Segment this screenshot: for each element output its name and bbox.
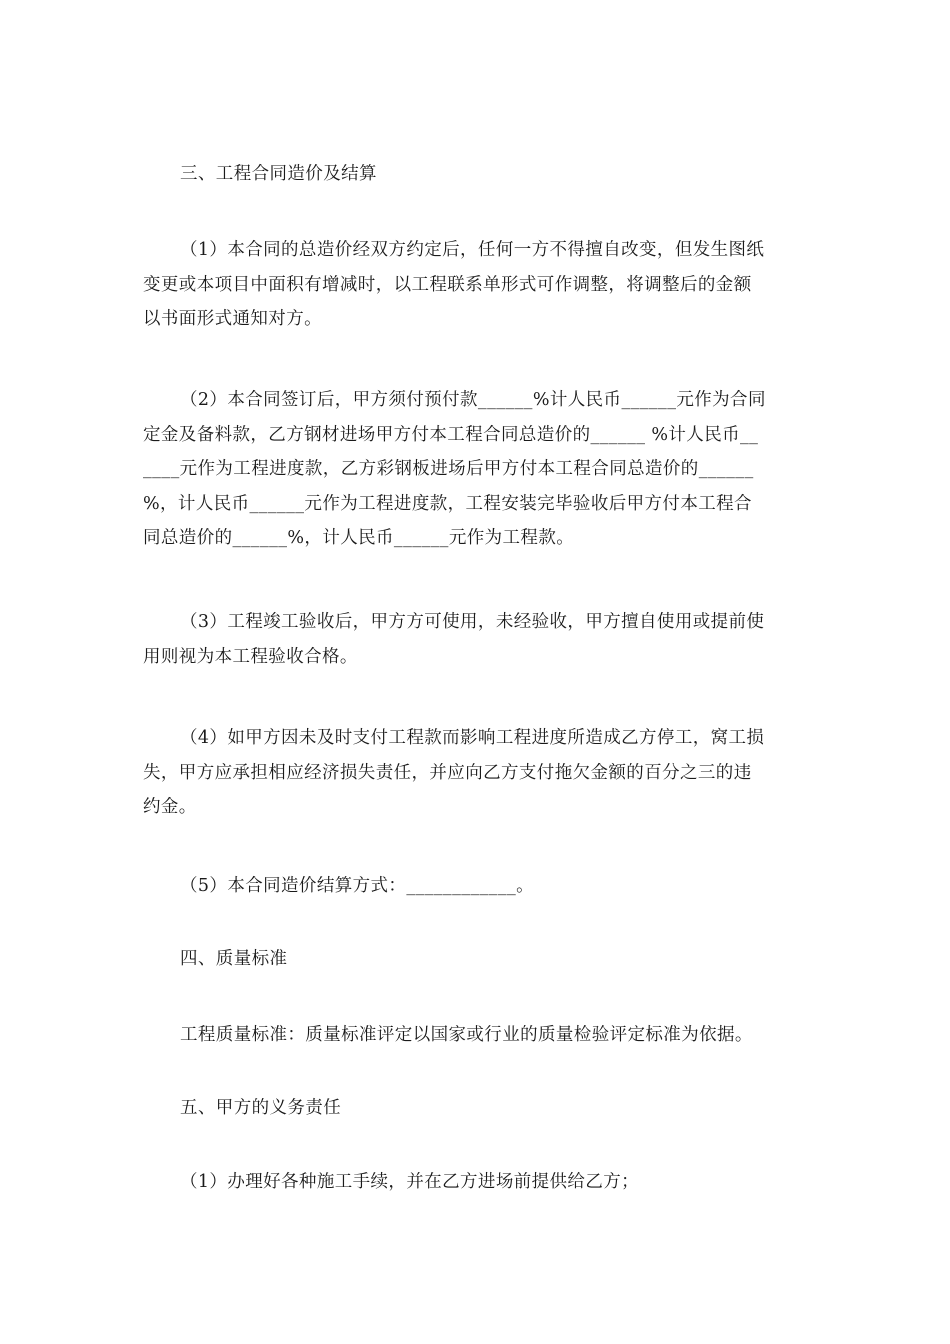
- paragraph-line: 同总造价的______%，计人民币______元作为工程款。: [143, 528, 575, 548]
- paragraph-line: （1）办理好各种施工手续，并在乙方进场前提供给乙方；: [180, 1172, 640, 1192]
- paragraph-line: （3）工程竣工验收后，甲方方可使用，未经验收，甲方擅自使用或提前使: [180, 612, 765, 632]
- paragraph-line: ____元作为工程进度款，乙方彩钢板进场后甲方付本工程合同总造价的______: [143, 459, 754, 479]
- section-4-heading: [180, 942, 807, 977]
- section-5-heading: [180, 1091, 807, 1126]
- paragraph-line: %，计人民币______元作为工程进度款，工程安装完毕验收后甲方付本工程合: [143, 493, 752, 514]
- section-5-item-1: [180, 1165, 807, 1200]
- paragraph-line: （1）本合同的总造价经双方约定后，任何一方不得擅自改变，但发生图纸: [180, 240, 765, 260]
- section-3-item-1: [143, 233, 807, 337]
- section-3-item-3: [143, 605, 807, 674]
- paragraph-line: 变更或本项目中面积有增减时，以工程联系单形式可作调整，将调整后的金额: [143, 274, 752, 295]
- paragraph-line: 用则视为本工程验收合格。: [143, 646, 358, 667]
- paragraph-line: （2）本合同签订后，甲方须付预付款______%计人民币______元作为合同: [180, 390, 766, 410]
- section-3-item-4: [143, 721, 807, 825]
- paragraph-line: （5）本合同造价结算方式：____________。: [180, 876, 535, 896]
- paragraph-line: （4）如甲方因未及时支付工程款而影响工程进度所造成乙方停工，窝工损: [180, 728, 765, 748]
- paragraph-line: 约金。: [143, 797, 197, 817]
- paragraph-line: 工程质量标准：质量标准评定以国家或行业的质量检验评定标准为依据。: [180, 1025, 753, 1045]
- heading-text: 三、工程合同造价及结算: [180, 164, 377, 184]
- paragraph-line: 失，甲方应承担相应经济损失责任，并应向乙方支付拖欠金额的百分之三的违: [143, 762, 752, 783]
- heading-text: 五、甲方的义务责任: [180, 1098, 342, 1118]
- section-3-item-2: [143, 383, 807, 556]
- paragraph-line: 以书面形式通知对方。: [143, 309, 322, 329]
- section-3-heading: [180, 157, 807, 192]
- paragraph-line: 定金及备料款，乙方钢材进场甲方付本工程合同总造价的______ %计人民币__: [143, 424, 759, 445]
- heading-text: 四、质量标准: [180, 949, 288, 969]
- section-4-body: [180, 1018, 807, 1053]
- section-3-item-5: [180, 869, 807, 904]
